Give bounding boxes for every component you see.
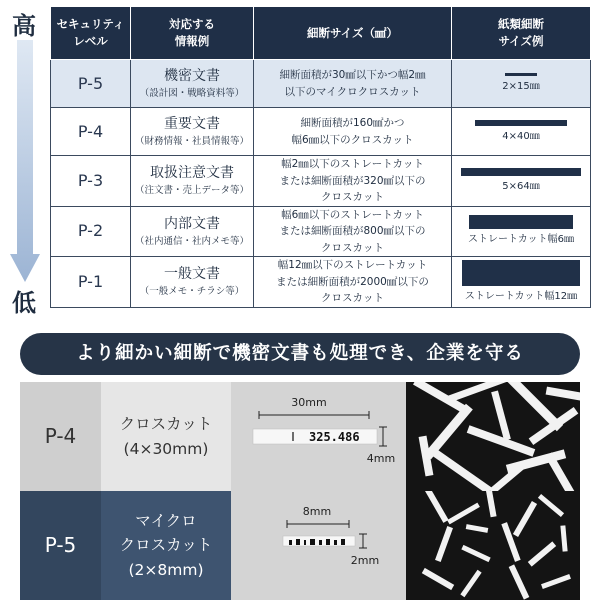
- shred-piece: [424, 404, 473, 460]
- level-code: P-2: [77, 221, 104, 241]
- header-cut-size: 細断サイズ（㎟）: [254, 7, 452, 60]
- level-code: P-1: [77, 271, 104, 291]
- shred-piece: [528, 541, 556, 566]
- cut-size-cell: [254, 156, 452, 207]
- shred-sample-bar: [462, 260, 580, 286]
- document-examples: （社内通信・社内メモ等）: [134, 235, 249, 247]
- shred-piece: [467, 425, 536, 456]
- shred-piece: [423, 491, 448, 523]
- category-cell: [131, 156, 254, 207]
- sample-strip-text: 325.486: [309, 430, 360, 444]
- table-row: [51, 60, 591, 108]
- document-examples: （注文書・売上データ等）: [134, 185, 249, 197]
- shred-sample-bar: [505, 73, 537, 76]
- document-category: 一般文書: [164, 266, 220, 283]
- shred-piece: [460, 570, 481, 597]
- shred-sample-label: 2×15㎜: [502, 81, 540, 92]
- shred-sample-bar: [475, 120, 567, 126]
- compare-row-p4: [20, 382, 580, 491]
- scale-low-label: 低: [12, 289, 36, 317]
- cut-size-description: 細断面積が160㎟かつ 幅6㎜以下のクロスカット: [291, 117, 414, 146]
- sample-cell: [452, 257, 591, 308]
- document-category: 重要文書: [164, 115, 220, 132]
- category-cell: [131, 108, 254, 156]
- cut-size-description: 細断面積が30㎟以下かつ幅2㎜ 以下のマイクロクロスカット: [279, 69, 426, 98]
- shred-sample-label: ストレートカット幅6㎜: [468, 234, 574, 246]
- shred-piece: [538, 494, 564, 517]
- document-examples: （設計図・戦略資料等）: [139, 87, 245, 99]
- document-category: 内部文書: [164, 215, 220, 232]
- level-cell: [51, 206, 131, 257]
- security-level-table: [50, 6, 591, 308]
- shred-piece: [485, 491, 496, 517]
- category-cell: [131, 206, 254, 257]
- level-cell: [51, 60, 131, 108]
- level-cell: [51, 108, 131, 156]
- document-category: 取扱注意文書: [150, 165, 234, 182]
- table-row: [51, 108, 591, 156]
- cut-sample-diagram: [231, 382, 406, 491]
- shred-piece: [546, 387, 580, 402]
- cut-sample-diagram: [231, 491, 406, 600]
- tagline-banner: より細かい細断で機密文書も処理でき、企業を守る: [20, 333, 580, 375]
- shred-piece: [466, 524, 489, 533]
- cut-size-description: 幅12㎜以下のストレートカット または細断面積が2000㎟以下の クロスカット: [276, 259, 429, 304]
- shred-piece: [491, 390, 511, 440]
- shred-piece: [513, 501, 537, 537]
- level-code: P-3: [77, 170, 104, 190]
- header-info-examples: 対応する 情報例: [131, 7, 254, 60]
- cut-size-description: 幅2㎜以下のストレートカット または細断面積が320㎟以下の クロスカット: [279, 158, 426, 203]
- shred-piece: [461, 545, 490, 562]
- compare-level: P-4: [20, 382, 101, 491]
- width-dimension-label: 30mm: [291, 396, 327, 409]
- sample-cell: [452, 206, 591, 257]
- shredded-paper-photo-p4: [406, 382, 580, 491]
- shred-piece: [422, 568, 454, 590]
- shred-piece: [447, 382, 515, 403]
- cut-comparison: [20, 382, 580, 600]
- height-dimension-label: 4mm: [366, 452, 396, 465]
- sample-cell: [452, 108, 591, 156]
- shred-piece: [560, 525, 567, 551]
- height-dimension-label: 2mm: [350, 554, 380, 567]
- shred-piece: [435, 526, 453, 562]
- sample-cell: [452, 156, 591, 207]
- table-row: [51, 206, 591, 257]
- document-category: 機密文書: [164, 67, 220, 84]
- table-row: [51, 156, 591, 207]
- cut-size-cell: [254, 257, 452, 308]
- shred-piece: [529, 407, 579, 445]
- shred-piece: [541, 574, 571, 589]
- level-code: P-5: [77, 73, 104, 93]
- table-row: [51, 257, 591, 308]
- shred-piece: [430, 448, 492, 491]
- cut-size-description: 幅6㎜以下のストレートカット または細断面積が800㎟以下の クロスカット: [279, 208, 426, 254]
- level-cell: [51, 257, 131, 308]
- shred-piece: [447, 503, 480, 525]
- shred-sample-label: ストレートカット幅12㎜: [464, 290, 578, 302]
- scale-high-label: 高: [12, 12, 36, 40]
- category-cell: [131, 60, 254, 108]
- table-header-row: [51, 7, 591, 60]
- width-dimension-label: 8mm: [302, 505, 332, 518]
- shred-piece: [509, 564, 530, 599]
- compare-row-p5: [20, 491, 580, 600]
- cut-size-cell: [254, 108, 452, 156]
- shred-sample-bar: [461, 168, 581, 176]
- level-code: P-4: [77, 121, 104, 141]
- compare-cut-name: クロスカット (4×30mm): [101, 382, 231, 491]
- cut-size-cell: [254, 60, 452, 108]
- document-examples: （財務情報・社員情報等）: [134, 135, 249, 147]
- shred-sample-bar: [469, 215, 573, 229]
- scale-down-arrow-icon: [10, 40, 40, 282]
- shredded-paper-photo-p5: [406, 491, 580, 600]
- category-cell: [131, 257, 254, 308]
- compare-level: P-5: [20, 491, 101, 600]
- document-examples: （一般メモ・チラシ等）: [139, 286, 245, 298]
- level-cell: [51, 156, 131, 207]
- shred-sample-label: 4×40㎜: [502, 130, 540, 142]
- compare-cut-name: マイクロ クロスカット (2×8mm): [101, 491, 231, 600]
- sample-cell: [452, 60, 591, 108]
- shred-sample-label: 5×64㎜: [502, 180, 540, 192]
- header-security-level: セキュリティ レベル: [51, 7, 131, 60]
- cut-size-cell: [254, 206, 452, 257]
- header-paper-sample: 紙類細断 サイズ例: [452, 7, 591, 60]
